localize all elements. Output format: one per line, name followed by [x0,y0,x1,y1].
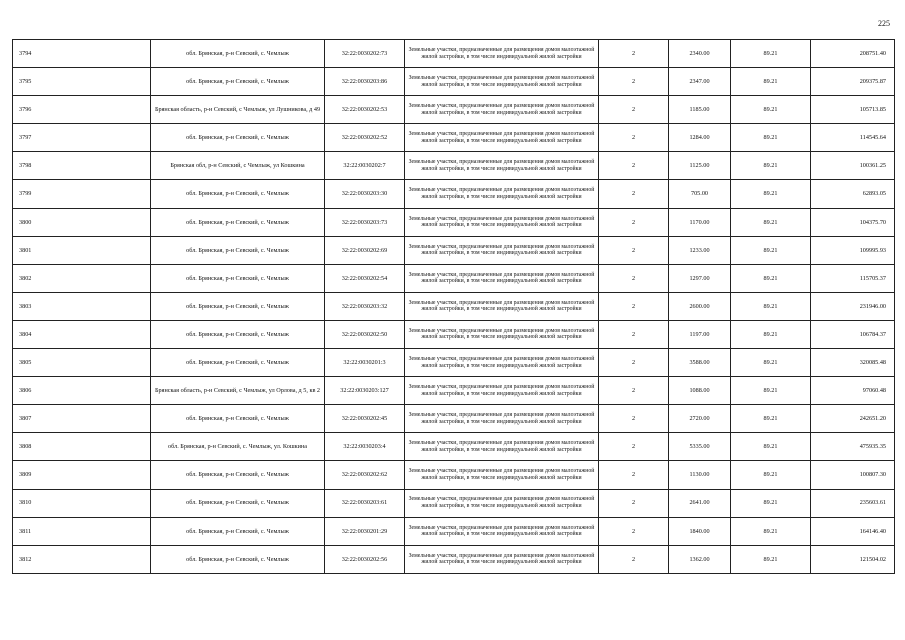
table-row [13,349,895,377]
cadastral-value-cell: 109995.93 [811,236,895,264]
cadastral-number-cell: 32:22:0030203:61 [325,489,405,517]
area-cell: 1170.00 [669,208,731,236]
address-cell: обл. Брянская, р-н Севский, с. Чемлыж [151,489,325,517]
table-row [13,377,895,405]
cadastral-number-cell: 32:22:0030202:73 [325,40,405,68]
rate-cell: 89.21 [731,405,811,433]
rate-cell: 89.21 [731,377,811,405]
row-number: 3796 [13,96,151,124]
table-row [13,292,895,320]
permitted-use-cell: Земельные участки, предназначенные для размещения домов малоэтажной жилой застройки, в том числе индивидуальной жилой застройки [405,377,599,405]
area-cell: 1125.00 [669,152,731,180]
category-cell: 2 [599,405,669,433]
category-cell: 2 [599,489,669,517]
cadastral-value-cell: 209375.87 [811,68,895,96]
table-row [13,152,895,180]
rate-cell: 89.21 [731,461,811,489]
permitted-use-cell: Земельные участки, предназначенные для размещения домов малоэтажной жилой застройки, в том числе индивидуальной жилой застройки [405,405,599,433]
category-cell: 2 [599,124,669,152]
area-cell: 1284.00 [669,124,731,152]
area-cell: 1197.00 [669,320,731,348]
cadastral-number-cell: 32:22:0030202:45 [325,405,405,433]
area-cell: 2340.00 [669,40,731,68]
cadastral-number-cell: 32:22:0030202:69 [325,236,405,264]
category-cell: 2 [599,349,669,377]
row-number: 3807 [13,405,151,433]
cadastral-number-cell: 32:22:0030203:86 [325,68,405,96]
address-cell: обл. Брянская, р-н Севский, с. Чемлыж [151,40,325,68]
table-body [13,40,895,574]
rate-cell: 89.21 [731,68,811,96]
permitted-use-cell: Земельные участки, предназначенные для размещения домов малоэтажной жилой застройки, в том числе индивидуальной жилой застройки [405,124,599,152]
rate-cell: 89.21 [731,517,811,545]
table-row [13,124,895,152]
rate-cell: 89.21 [731,264,811,292]
row-number: 3803 [13,292,151,320]
cadastral-number-cell: 32:22:0030202:53 [325,96,405,124]
table-row [13,461,895,489]
cadastral-value-cell: 104375.70 [811,208,895,236]
table-row [13,208,895,236]
address-cell: Брянская обл, р-н Севский, с Чемлыж, ул Кошкина [151,152,325,180]
permitted-use-cell: Земельные участки, предназначенные для размещения домов малоэтажной жилой застройки, в том числе индивидуальной жилой застройки [405,264,599,292]
address-cell: обл. Брянская, р-н Севский, с. Чемлыж [151,461,325,489]
cadastral-number-cell: 32:22:0030201:3 [325,349,405,377]
row-number: 3795 [13,68,151,96]
rate-cell: 89.21 [731,545,811,573]
cadastral-value-cell: 115705.37 [811,264,895,292]
permitted-use-cell: Земельные участки, предназначенные для размещения домов малоэтажной жилой застройки, в том числе индивидуальной жилой застройки [405,180,599,208]
area-cell: 1233.00 [669,236,731,264]
address-cell: обл. Брянская, р-н Севский, с. Чемлыж, ул. Кошкина [151,433,325,461]
cadastral-number-cell: 32:22:0030203:30 [325,180,405,208]
cadastral-number-cell: 32:22:0030202:54 [325,264,405,292]
area-cell: 1840.00 [669,517,731,545]
cadastral-value-cell: 164146.40 [811,517,895,545]
area-cell: 1362.00 [669,545,731,573]
address-cell: обл. Брянская, р-н Севский, с. Чемлыж [151,517,325,545]
address-cell: обл. Брянская, р-н Севский, с. Чемлыж [151,180,325,208]
cadastral-value-cell: 231946.00 [811,292,895,320]
permitted-use-cell: Земельные участки, предназначенные для размещения домов малоэтажной жилой застройки, в том числе индивидуальной жилой застройки [405,461,599,489]
address-cell: Брянская область, р-н Севский, с Чемлыж, ул Лушникова, д 49 [151,96,325,124]
area-cell: 1130.00 [669,461,731,489]
table-row [13,264,895,292]
category-cell: 2 [599,152,669,180]
table-row [13,96,895,124]
row-number: 3802 [13,264,151,292]
table-row [13,68,895,96]
permitted-use-cell: Земельные участки, предназначенные для размещения домов малоэтажной жилой застройки, в том числе индивидуальной жилой застройки [405,292,599,320]
rate-cell: 89.21 [731,236,811,264]
cadastral-number-cell: 32:22:0030202:50 [325,320,405,348]
rate-cell: 89.21 [731,208,811,236]
rate-cell: 89.21 [731,349,811,377]
permitted-use-cell: Земельные участки, предназначенные для размещения домов малоэтажной жилой застройки, в том числе индивидуальной жилой застройки [405,349,599,377]
cadastral-number-cell: 32:22:0030202:62 [325,461,405,489]
table-row [13,517,895,545]
row-number: 3805 [13,349,151,377]
cadastral-value-cell: 97060.48 [811,377,895,405]
row-number: 3797 [13,124,151,152]
row-number: 3806 [13,377,151,405]
cadastral-value-cell: 121504.02 [811,545,895,573]
address-cell: обл. Брянская, р-н Севский, с. Чемлыж [151,264,325,292]
permitted-use-cell: Земельные участки, предназначенные для размещения домов малоэтажной жилой застройки, в том числе индивидуальной жилой застройки [405,545,599,573]
address-cell: обл. Брянская, р-н Севский, с. Чемлыж [151,124,325,152]
rate-cell: 89.21 [731,152,811,180]
cadastral-value-cell: 114545.64 [811,124,895,152]
address-cell: обл. Брянская, р-н Севский, с. Чемлыж [151,236,325,264]
permitted-use-cell: Земельные участки, предназначенные для размещения домов малоэтажной жилой застройки, в том числе индивидуальной жилой застройки [405,68,599,96]
rate-cell: 89.21 [731,124,811,152]
rate-cell: 89.21 [731,96,811,124]
cadastral-number-cell: 32:22:0030202:7 [325,152,405,180]
address-cell: обл. Брянская, р-н Севский, с. Чемлыж [151,292,325,320]
table-row [13,545,895,573]
category-cell: 2 [599,208,669,236]
cadastral-value-cell: 242651.20 [811,405,895,433]
category-cell: 2 [599,545,669,573]
category-cell: 2 [599,461,669,489]
category-cell: 2 [599,180,669,208]
table-row [13,40,895,68]
category-cell: 2 [599,320,669,348]
address-cell: обл. Брянская, р-н Севский, с. Чемлыж [151,320,325,348]
rate-cell: 89.21 [731,433,811,461]
table-row [13,320,895,348]
area-cell: 2600.00 [669,292,731,320]
cadastral-value-cell: 105713.85 [811,96,895,124]
row-number: 3808 [13,433,151,461]
row-number: 3798 [13,152,151,180]
cadastral-number-cell: 32:22:0030203:127 [325,377,405,405]
permitted-use-cell: Земельные участки, предназначенные для размещения домов малоэтажной жилой застройки, в том числе индивидуальной жилой застройки [405,152,599,180]
category-cell: 2 [599,517,669,545]
area-cell: 1297.00 [669,264,731,292]
cadastral-value-cell: 475935.35 [811,433,895,461]
category-cell: 2 [599,96,669,124]
address-cell: Брянская область, р-н Севский, с Чемлыж, ул Орлова, д 5, кв 2 [151,377,325,405]
table-row [13,489,895,517]
permitted-use-cell: Земельные участки, предназначенные для размещения домов малоэтажной жилой застройки, в том числе индивидуальной жилой застройки [405,236,599,264]
rate-cell: 89.21 [731,320,811,348]
address-cell: обл. Брянская, р-н Севский, с. Чемлыж [151,545,325,573]
area-cell: 1185.00 [669,96,731,124]
table-row [13,236,895,264]
area-cell: 1088.00 [669,377,731,405]
permitted-use-cell: Земельные участки, предназначенные для размещения домов малоэтажной жилой застройки, в том числе индивидуальной жилой застройки [405,433,599,461]
table-row [13,405,895,433]
row-number: 3809 [13,461,151,489]
table-row [13,433,895,461]
permitted-use-cell: Земельные участки, предназначенные для размещения домов малоэтажной жилой застройки, в том числе индивидуальной жилой застройки [405,208,599,236]
cadastral-value-cell: 320085.48 [811,349,895,377]
land-plots-table [12,39,895,574]
permitted-use-cell: Земельные участки, предназначенные для размещения домов малоэтажной жилой застройки, в том числе индивидуальной жилой застройки [405,517,599,545]
page-number: 225 [878,19,890,28]
permitted-use-cell: Земельные участки, предназначенные для размещения домов малоэтажной жилой застройки, в том числе индивидуальной жилой застройки [405,320,599,348]
row-number: 3794 [13,40,151,68]
category-cell: 2 [599,40,669,68]
row-number: 3811 [13,517,151,545]
category-cell: 2 [599,377,669,405]
cadastral-number-cell: 32:22:0030202:56 [325,545,405,573]
cadastral-value-cell: 208751.40 [811,40,895,68]
address-cell: обл. Брянская, р-н Севский, с. Чемлыж [151,68,325,96]
cadastral-number-cell: 32:22:0030203:4 [325,433,405,461]
cadastral-value-cell: 62893.05 [811,180,895,208]
area-cell: 2347.00 [669,68,731,96]
rate-cell: 89.21 [731,292,811,320]
address-cell: обл. Брянская, р-н Севский, с. Чемлыж [151,208,325,236]
category-cell: 2 [599,236,669,264]
category-cell: 2 [599,264,669,292]
row-number: 3804 [13,320,151,348]
address-cell: обл. Брянская, р-н Севский, с. Чемлыж [151,349,325,377]
rate-cell: 89.21 [731,180,811,208]
area-cell: 2720.00 [669,405,731,433]
cadastral-value-cell: 100361.25 [811,152,895,180]
cadastral-number-cell: 32:22:0030203:32 [325,292,405,320]
category-cell: 2 [599,68,669,96]
area-cell: 5335.00 [669,433,731,461]
table-row [13,180,895,208]
cadastral-value-cell: 100807.30 [811,461,895,489]
cadastral-number-cell: 32:22:0030202:52 [325,124,405,152]
area-cell: 3588.00 [669,349,731,377]
rate-cell: 89.21 [731,40,811,68]
permitted-use-cell: Земельные участки, предназначенные для размещения домов малоэтажной жилой застройки, в том числе индивидуальной жилой застройки [405,96,599,124]
category-cell: 2 [599,433,669,461]
area-cell: 2641.00 [669,489,731,517]
cadastral-value-cell: 235603.61 [811,489,895,517]
row-number: 3799 [13,180,151,208]
area-cell: 705.00 [669,180,731,208]
permitted-use-cell: Земельные участки, предназначенные для размещения домов малоэтажной жилой застройки, в том числе индивидуальной жилой застройки [405,489,599,517]
row-number: 3801 [13,236,151,264]
address-cell: обл. Брянская, р-н Севский, с. Чемлыж [151,405,325,433]
cadastral-number-cell: 32:22:0030201:29 [325,517,405,545]
row-number: 3800 [13,208,151,236]
rate-cell: 89.21 [731,489,811,517]
permitted-use-cell: Земельные участки, предназначенные для размещения домов малоэтажной жилой застройки, в том числе индивидуальной жилой застройки [405,40,599,68]
cadastral-number-cell: 32:22:0030203:73 [325,208,405,236]
row-number: 3810 [13,489,151,517]
category-cell: 2 [599,292,669,320]
cadastral-value-cell: 106784.37 [811,320,895,348]
row-number: 3812 [13,545,151,573]
